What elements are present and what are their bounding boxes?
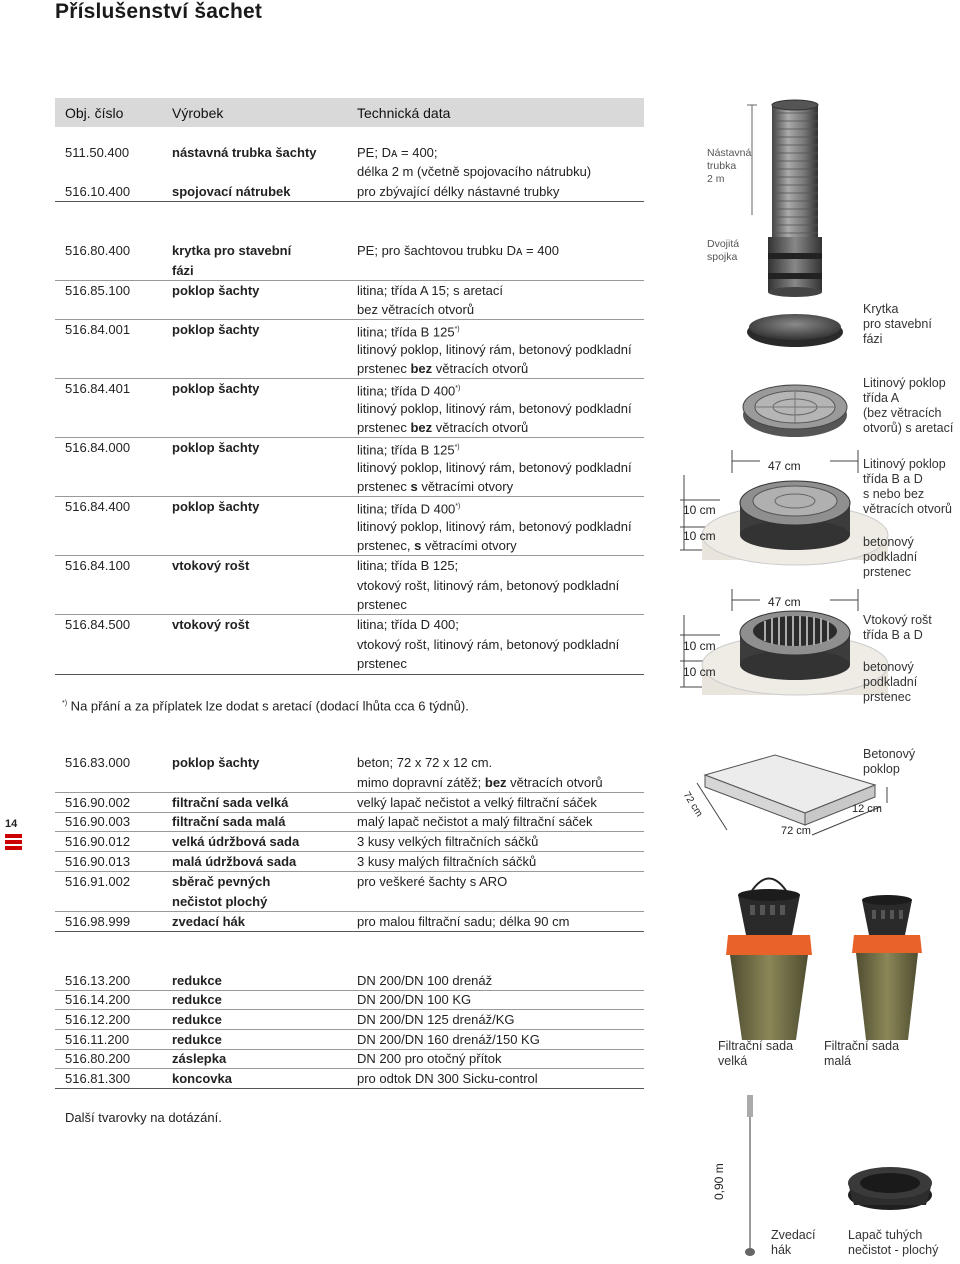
label-line: třída B a D bbox=[863, 628, 923, 642]
label-line: nečistot - plochý bbox=[848, 1243, 939, 1257]
divider bbox=[55, 496, 644, 497]
product-name: poklop šachty bbox=[172, 499, 260, 514]
tech-data: bez větracích otvorů bbox=[357, 302, 475, 317]
divider bbox=[55, 280, 644, 281]
order-number: 516.12.200 bbox=[65, 1012, 131, 1027]
page-marker-bar bbox=[5, 846, 22, 850]
tech-emph: bez bbox=[410, 420, 433, 435]
divider bbox=[55, 319, 644, 320]
label-line: pro stavební bbox=[863, 317, 932, 331]
tech-data: 3 kusy velkých filtračních sáčků bbox=[357, 834, 539, 849]
label-concrete-ring-2 bbox=[863, 660, 917, 705]
tech-data: litinový poklop, litinový rám, betonový podkladní bbox=[357, 519, 632, 534]
label-line: (bez větracích bbox=[863, 406, 942, 420]
order-number: 516.85.100 bbox=[65, 283, 131, 298]
order-number: 516.80.200 bbox=[65, 1051, 131, 1066]
product-name: sběrač pevných bbox=[172, 874, 271, 889]
order-number: 516.84.100 bbox=[65, 558, 131, 573]
tech-emph: bez bbox=[484, 775, 507, 790]
order-number: 516.14.200 bbox=[65, 992, 131, 1007]
label-line: fázi bbox=[863, 332, 883, 346]
label-line: poklop bbox=[863, 762, 900, 776]
label-line: podkladní bbox=[863, 550, 918, 564]
tech-data bbox=[357, 418, 528, 437]
dim-47cm: 47 cm bbox=[768, 459, 801, 473]
dim-10cm: 10 cm bbox=[683, 529, 716, 543]
lifting-hook-image bbox=[745, 1095, 755, 1256]
tech-text: litina; třída B 125 bbox=[357, 324, 455, 340]
tech-data bbox=[357, 320, 460, 341]
page-number: 14 bbox=[5, 818, 18, 830]
tech-text: litina; třída B 125 bbox=[357, 442, 455, 458]
debris-catcher-image bbox=[848, 1167, 932, 1210]
dim-10cm: 10 cm bbox=[683, 503, 716, 517]
header-col-product: Výrobek bbox=[172, 105, 224, 121]
dim-0-90m: 0,90 m bbox=[712, 1163, 726, 1200]
dim-72cm-depth: 72 cm bbox=[680, 790, 705, 819]
label-line: 2 m bbox=[707, 173, 725, 185]
tech-text: prstenec bbox=[357, 420, 411, 435]
product-name: spojovací nátrubek bbox=[172, 184, 291, 199]
tech-data: PE; Dᴀ = 400; bbox=[357, 145, 438, 160]
label-line: hák bbox=[771, 1243, 792, 1257]
divider bbox=[55, 555, 644, 556]
label-line: Lapač tuhých bbox=[848, 1228, 923, 1242]
product-name: vtokový rošt bbox=[172, 617, 250, 632]
label-line: otvorů) s aretací bbox=[863, 421, 954, 435]
order-number: 516.90.003 bbox=[65, 814, 131, 829]
product-name: nečistot plochý bbox=[172, 894, 268, 909]
label-line: třída B a D bbox=[863, 472, 923, 486]
product-name: filtrační sada velká bbox=[172, 795, 289, 810]
tech-data: pro veškeré šachty s ARO bbox=[357, 874, 508, 889]
tech-data bbox=[357, 773, 603, 792]
tech-data: DN 200/DN 125 drenáž/KG bbox=[357, 1012, 515, 1027]
extension-pipe-image bbox=[747, 100, 822, 297]
order-number: 516.10.400 bbox=[65, 184, 131, 199]
tech-text: prstenec bbox=[357, 361, 411, 376]
tech-text: větracích otvorů bbox=[432, 420, 529, 435]
tech-data bbox=[357, 438, 460, 459]
tech-data: DN 200/DN 100 KG bbox=[357, 992, 472, 1007]
tech-emph: s bbox=[414, 538, 422, 553]
tech-data: pro zbývající délky nástavné trubky bbox=[357, 184, 560, 199]
tech-data: prstenec bbox=[357, 597, 407, 612]
product-name: poklop šachty bbox=[172, 381, 260, 396]
order-number: 516.84.001 bbox=[65, 322, 131, 337]
dim-47cm: 47 cm bbox=[768, 595, 801, 609]
divider bbox=[55, 201, 644, 202]
tech-text: mimo dopravní zátěž; bbox=[357, 775, 485, 790]
label-double-coupling bbox=[707, 238, 739, 264]
label-filter-small bbox=[824, 1039, 899, 1069]
label-line: Dvojitá bbox=[707, 238, 740, 250]
label-cover-a bbox=[863, 376, 953, 436]
label-line: malá bbox=[824, 1054, 852, 1068]
label-filter-large bbox=[718, 1039, 793, 1069]
label-line: betonový bbox=[863, 535, 914, 549]
product-name: záslepka bbox=[172, 1051, 227, 1066]
divider bbox=[55, 674, 644, 675]
label-line: třída A bbox=[863, 391, 900, 405]
divider bbox=[55, 1029, 644, 1030]
tech-data: litinový poklop, litinový rám, betonový podkladní bbox=[357, 460, 632, 475]
product-name: krytka pro stavební bbox=[172, 243, 292, 258]
order-number: 516.11.200 bbox=[65, 1032, 130, 1047]
label-concrete-cover bbox=[863, 747, 915, 777]
tech-text: větracích otvorů bbox=[506, 775, 603, 790]
tech-text: litina; třída D 400 bbox=[357, 383, 456, 399]
page-marker-bar bbox=[5, 840, 22, 844]
label-line: Zvedací bbox=[771, 1228, 816, 1242]
product-name: vtokový rošt bbox=[172, 558, 250, 573]
order-number: 516.98.999 bbox=[65, 914, 131, 929]
filter-set-large-image bbox=[726, 879, 812, 1041]
tech-text: prstenec bbox=[357, 479, 411, 494]
tech-data: beton; 72 x 72 x 12 cm. bbox=[357, 755, 493, 770]
tech-data: DN 200/DN 100 drenáž bbox=[357, 973, 493, 988]
order-number: 516.80.400 bbox=[65, 243, 131, 258]
label-line: Filtrační sada bbox=[718, 1039, 794, 1053]
header-col-tech: Technická data bbox=[357, 105, 451, 121]
order-number: 511.50.400 bbox=[65, 145, 130, 160]
label-line: podkladní bbox=[863, 675, 918, 689]
tech-data: malý lapač nečistot a malý filtrační sáček bbox=[357, 814, 593, 829]
divider bbox=[55, 614, 644, 615]
order-number: 516.13.200 bbox=[65, 973, 131, 988]
footnote bbox=[62, 694, 469, 715]
footnote-text: Na přání a za příplatek lze dodat s aretací (dodací lhůta cca 6 týdnů). bbox=[67, 698, 469, 714]
dim-12cm: 12 cm bbox=[852, 803, 882, 815]
divider bbox=[55, 1088, 644, 1089]
product-name: redukce bbox=[172, 992, 222, 1007]
divider bbox=[55, 437, 644, 438]
tech-data: vtokový rošt, litinový rám, betonový podkladní bbox=[357, 637, 620, 652]
tech-data: litina; třída A 15; s aretací bbox=[357, 283, 503, 298]
tech-data bbox=[357, 477, 513, 496]
label-line: spojka bbox=[707, 251, 738, 263]
tech-data: 3 kusy malých filtračních sáčků bbox=[357, 854, 537, 869]
product-name: poklop šachty bbox=[172, 440, 260, 455]
product-name: filtrační sada malá bbox=[172, 814, 286, 829]
tech-data: pro odtok DN 300 Sicku-control bbox=[357, 1071, 538, 1086]
divider bbox=[55, 1068, 644, 1069]
label-cover-bd bbox=[863, 457, 952, 517]
tech-data: litina; třída B 125; bbox=[357, 558, 459, 573]
product-name: velká údržbová sada bbox=[172, 834, 300, 849]
product-name: nástavná trubka šachty bbox=[172, 145, 317, 160]
tech-data bbox=[357, 497, 460, 518]
product-name: redukce bbox=[172, 1032, 222, 1047]
header-col-number: Obj. číslo bbox=[65, 105, 124, 121]
footnote-mark: *) bbox=[454, 326, 460, 333]
divider bbox=[55, 851, 644, 852]
label-line: Krytka bbox=[863, 302, 899, 316]
tech-data: pro malou filtrační sadu; délka 90 cm bbox=[357, 914, 570, 929]
label-lifting-hook bbox=[771, 1228, 815, 1258]
builder-cap-image bbox=[747, 314, 843, 347]
tech-emph: bez bbox=[410, 361, 433, 376]
order-number: 516.84.500 bbox=[65, 617, 131, 632]
order-number: 516.84.401 bbox=[65, 381, 131, 396]
order-number: 516.90.002 bbox=[65, 795, 131, 810]
label-line: Litinový poklop bbox=[863, 457, 946, 471]
footnote-mark: *) bbox=[454, 444, 460, 451]
order-number: 516.83.000 bbox=[65, 755, 131, 770]
tech-data: litina; třída D 400; bbox=[357, 617, 459, 632]
divider bbox=[55, 378, 644, 379]
page-title: Příslušenství šachet bbox=[55, 0, 263, 23]
label-builder-cap bbox=[863, 302, 932, 347]
tech-data: DN 200 pro otočný přítok bbox=[357, 1051, 502, 1066]
label-extension-pipe bbox=[707, 147, 751, 186]
tech-data: délka 2 m (včetně spojovacího nátrubku) bbox=[357, 164, 592, 179]
filter-set-small-image bbox=[852, 895, 922, 1040]
order-number: 516.91.002 bbox=[65, 874, 131, 889]
manhole-cover-a-image bbox=[743, 385, 847, 437]
tech-data: PE; pro šachtovou trubku Dᴀ = 400 bbox=[357, 243, 559, 258]
order-number: 516.90.013 bbox=[65, 854, 131, 869]
label-line: trubka bbox=[707, 160, 737, 172]
product-name: poklop šachty bbox=[172, 322, 260, 337]
table-header bbox=[55, 98, 644, 127]
tech-emph: s bbox=[410, 479, 418, 494]
divider bbox=[55, 871, 644, 872]
tech-text: větracích otvorů bbox=[432, 361, 529, 376]
order-number: 516.90.012 bbox=[65, 834, 131, 849]
page-marker-bar bbox=[5, 834, 22, 838]
dim-72cm-width: 72 cm bbox=[781, 825, 811, 837]
bottom-note: Další tvarovky na dotázání. bbox=[65, 1110, 222, 1125]
tech-data bbox=[357, 379, 460, 400]
dim-10cm: 10 cm bbox=[683, 665, 716, 679]
label-line: Nástavná bbox=[707, 147, 752, 159]
tech-data: prstenec bbox=[357, 656, 407, 671]
label-line: Filtrační sada bbox=[824, 1039, 900, 1053]
product-name: fázi bbox=[172, 263, 194, 278]
label-debris-catcher bbox=[848, 1228, 938, 1258]
divider bbox=[55, 931, 644, 932]
product-name: poklop šachty bbox=[172, 755, 260, 770]
label-concrete-ring-1 bbox=[863, 535, 917, 580]
product-name: zvedací hák bbox=[172, 914, 245, 929]
divider bbox=[55, 831, 644, 832]
tech-text: větracími otvory bbox=[421, 538, 517, 553]
order-number: 516.84.400 bbox=[65, 499, 131, 514]
tech-data: DN 200/DN 160 drenáž/150 KG bbox=[357, 1032, 540, 1047]
label-line: prstenec bbox=[863, 565, 911, 579]
product-name: redukce bbox=[172, 1012, 222, 1027]
label-grate bbox=[863, 613, 932, 643]
tech-data bbox=[357, 536, 517, 555]
label-line: Litinový poklop bbox=[863, 376, 946, 390]
product-name: malá údržbová sada bbox=[172, 854, 297, 869]
product-name: poklop šachty bbox=[172, 283, 260, 298]
product-name: koncovka bbox=[172, 1071, 232, 1086]
divider bbox=[55, 1049, 644, 1050]
dim-10cm: 10 cm bbox=[683, 639, 716, 653]
tech-data: litinový poklop, litinový rám, betonový podkladní bbox=[357, 401, 632, 416]
order-number: 516.81.300 bbox=[65, 1071, 131, 1086]
label-line: Vtokový rošt bbox=[863, 613, 932, 627]
label-line: betonový bbox=[863, 660, 914, 674]
tech-data: velký lapač nečistot a velký filtrační sáček bbox=[357, 795, 597, 810]
product-name: redukce bbox=[172, 973, 222, 988]
label-line: větracích otvorů bbox=[863, 502, 952, 516]
footnote-mark: *) bbox=[455, 385, 461, 392]
tech-text: litina; třída D 400 bbox=[357, 501, 456, 517]
divider bbox=[55, 1009, 644, 1010]
tech-data bbox=[357, 359, 528, 378]
tech-data: litinový poklop, litinový rám, betonový podkladní bbox=[357, 342, 632, 357]
divider bbox=[55, 990, 644, 991]
footnote-mark: *) bbox=[62, 700, 68, 707]
label-line: Betonový bbox=[863, 747, 916, 761]
tech-data: vtokový rošt, litinový rám, betonový podkladní bbox=[357, 578, 620, 593]
label-line: prstenec bbox=[863, 690, 911, 704]
tech-text: prstenec, bbox=[357, 538, 415, 553]
order-number: 516.84.000 bbox=[65, 440, 131, 455]
tech-text: větracími otvory bbox=[417, 479, 514, 494]
footnote-mark: *) bbox=[455, 503, 461, 510]
label-line: s nebo bez bbox=[863, 487, 925, 501]
label-line: velká bbox=[718, 1054, 748, 1068]
